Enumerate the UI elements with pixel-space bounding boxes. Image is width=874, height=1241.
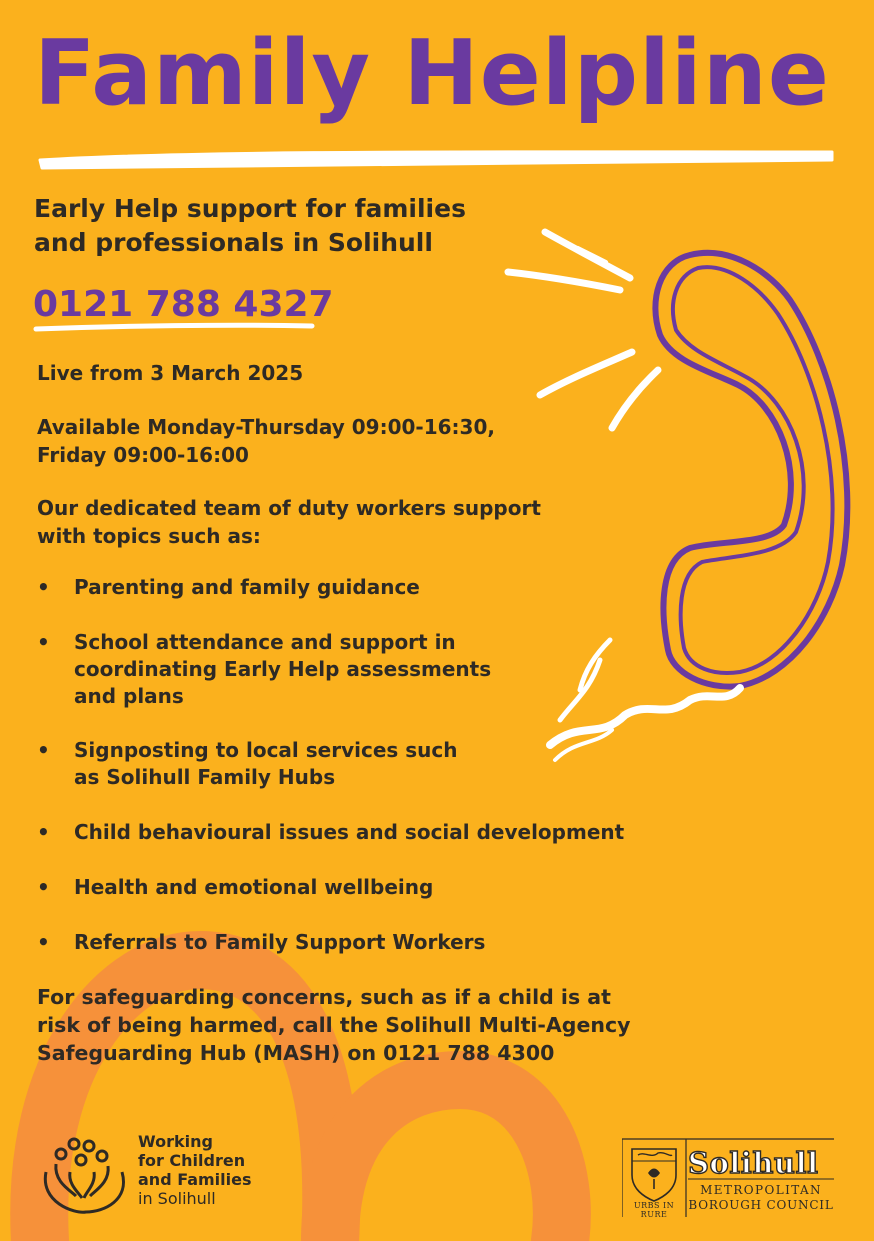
list-item [37, 629, 687, 710]
list-item-text [74, 929, 687, 956]
list-item-text [74, 874, 687, 901]
list-item-line: Signposting to local services such [74, 738, 458, 762]
list-item [37, 929, 687, 956]
list-item-line: Parenting and family guidance [74, 575, 420, 599]
wcf-logo-line: for Children [138, 1151, 246, 1170]
list-item-text [74, 629, 687, 710]
list-item [37, 874, 687, 901]
bullet-icon: • [37, 575, 50, 599]
safeguarding-line: For safeguarding concerns, such as if a child is at [37, 985, 611, 1009]
bullet-icon: • [37, 930, 50, 954]
list-item-line: and plans [74, 684, 184, 708]
title-underline [40, 152, 832, 168]
safeguarding-line: risk of being harmed, call the Solihull Multi-Agency [37, 1013, 631, 1037]
wcf-logo-line: in Solihull [138, 1189, 216, 1208]
telephone-handset-icon [655, 253, 847, 687]
availability-line: Friday 09:00-16:00 [37, 443, 249, 467]
team-intro-text [37, 494, 541, 550]
ringing-lines-icon [508, 232, 658, 428]
list-item-line: Referrals to Family Support Workers [74, 930, 486, 954]
list-item-text [74, 819, 687, 846]
team-intro-line: Our dedicated team of duty workers support [37, 496, 541, 520]
family-circle-icon [34, 1132, 134, 1214]
council-subtitle: METROPOLITAN [700, 1183, 822, 1197]
list-item-line: Health and emotional wellbeing [74, 875, 434, 899]
list-item-line: coordinating Early Help assessments [74, 657, 492, 681]
wcf-logo-line: and Families [138, 1170, 252, 1189]
availability-text [37, 413, 495, 469]
list-item-line: Child behavioural issues and social development [74, 820, 625, 844]
subtitle-line: and professionals in Solihull [34, 228, 433, 257]
availability-line: Available Monday-Thursday 09:00-16:30, [37, 415, 495, 439]
wcf-logo-text [138, 1132, 288, 1208]
list-item-text [74, 574, 687, 601]
bullet-icon: • [37, 820, 50, 844]
council-logo [622, 1137, 834, 1217]
bullet-icon: • [37, 738, 50, 762]
live-date-line: Live from 3 March 2025 [37, 361, 304, 385]
list-item-line: School attendance and support in [74, 630, 456, 654]
list-item-line: as Solihull Family Hubs [74, 765, 336, 789]
wcf-logo [34, 1132, 274, 1217]
team-intro-line: with topics such as: [37, 524, 261, 548]
list-item-text [74, 737, 687, 791]
wcf-logo-line: Working [138, 1132, 213, 1151]
council-motto: URBS IN RURE [633, 1201, 675, 1219]
safeguarding-notice [37, 983, 630, 1067]
page-title: Family Helpline [34, 21, 830, 126]
subtitle-line: Early Help support for families [34, 194, 466, 223]
list-item [37, 737, 687, 791]
list-item [37, 574, 687, 601]
list-item [37, 819, 687, 846]
council-subtitle: BOROUGH COUNCIL [688, 1198, 834, 1212]
safeguarding-line: Safeguarding Hub (MASH) on 0121 788 4300 [37, 1041, 555, 1065]
subtitle [34, 192, 554, 260]
live-date-text [37, 359, 303, 387]
bullet-icon: • [37, 875, 50, 899]
helpline-phone-number[interactable]: 0121 788 4327 [33, 284, 334, 325]
council-name: Solihull [688, 1146, 819, 1180]
bullet-icon: • [37, 630, 50, 654]
